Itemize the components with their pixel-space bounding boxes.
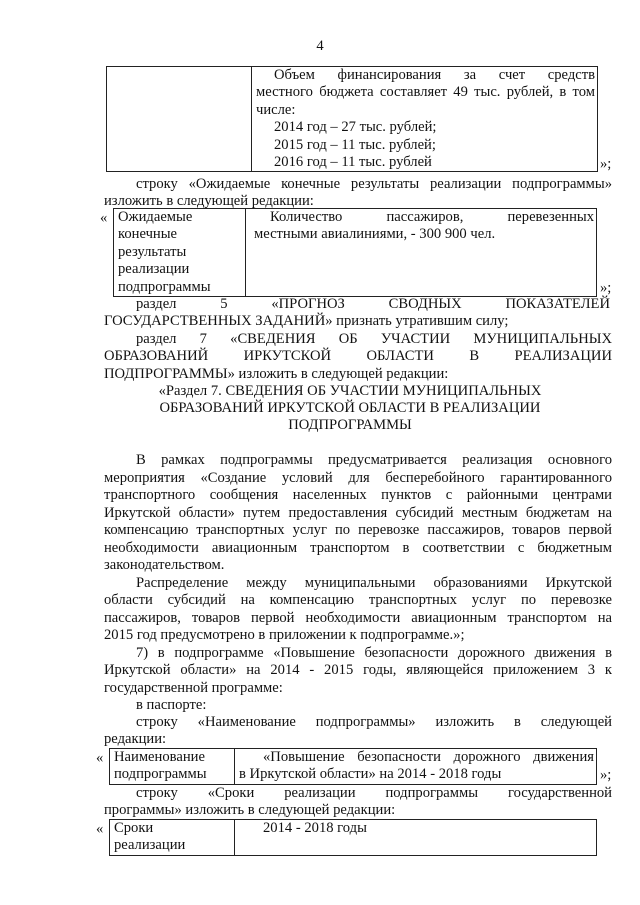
results-table-left-cell: [114, 209, 246, 297]
name-table: [109, 748, 597, 785]
name-table-right-cell: [235, 749, 597, 785]
financing-table-left-cell: [107, 67, 252, 172]
results-table: [113, 208, 597, 297]
text-line: 2015 год предусмотрено в приложении к подпрограмме.»;: [104, 627, 465, 643]
financing-line: Объем финансирования за счет средств: [274, 67, 595, 83]
text-line: Иркутской области» путем предоставления субсидий местным бюджетам на: [104, 505, 612, 521]
paragraph-expected-results: строку «Ожидаемые конечные результаты реализации подпрограммы»: [136, 176, 612, 192]
financing-year-line: 2015 год – 11 тыс. рублей;: [274, 136, 436, 153]
name-table-left-cell: [110, 749, 235, 785]
results-value-line: местными авиалиниями, - 300 900 чел.: [254, 226, 496, 243]
text-line: транспортного сообщения населенных пунктов с районными центрами: [104, 487, 612, 503]
text-line: государственной программе:: [104, 680, 283, 696]
name-open-quote: «: [96, 750, 104, 766]
name-label-line: Наименование: [114, 749, 205, 765]
paragraph-section-7-cont: ОБРАЗОВАНИЙ ИРКУТСКОЙ ОБЛАСТИ В РЕАЛИЗАЦИИ: [104, 348, 612, 364]
paragraph-name-row-cont: редакции:: [104, 731, 167, 747]
terms-value: 2014 - 2018 годы: [263, 820, 367, 836]
text-line: 7) в подпрограмме «Повышение безопасности дорожного движения в: [136, 645, 612, 661]
results-label-line: конечные: [118, 226, 178, 243]
text-line: Распределение между муниципальными образованиями Иркутской: [136, 575, 612, 591]
results-open-quote: «: [100, 210, 108, 226]
section-heading-line: «Раздел 7. СВЕДЕНИЯ ОБ УЧАСТИИ МУНИЦИПАЛЬНЫХ: [158, 383, 542, 399]
text-line: компенсацию транспортных услуг по перевозке пассажиров, товаров первой: [104, 522, 612, 538]
financing-year-line: 2016 год – 11 тыс. рублей: [274, 154, 432, 171]
paragraph-section-7: раздел 7 «СВЕДЕНИЯ ОБ УЧАСТИИ МУНИЦИПАЛЬНЫХ: [136, 331, 612, 347]
name-value-line: в Иркутской области» на 2014 - 2018 годы: [239, 766, 502, 783]
paragraph-section-7-cont: ПОДПРОГРАММЫ» изложить в следующей редакции:: [104, 366, 449, 382]
results-close-quote: »;: [600, 280, 612, 296]
text-line: области субсидий на компенсацию транспортных услуг по перевозке: [104, 592, 612, 608]
paragraph-in-passport: в паспорте:: [136, 697, 207, 713]
name-label-line: подпрограммы: [114, 766, 207, 783]
text-line: В рамках подпрограммы предусматривается реализация основного: [136, 452, 612, 468]
text-line: необходимости авиационным транспортом в соответствии с бюджетным: [104, 540, 612, 556]
paragraph-expected-results-cont: изложить в следующей редакции:: [104, 193, 314, 209]
results-label-line: реализации: [118, 261, 190, 278]
text-line: пассажиров, товаров первой необходимости авиационным транспортом на: [104, 610, 612, 626]
paragraph-section-5: раздел 5 «ПРОГНОЗ СВОДНЫХ ПОКАЗАТЕЛЕЙ: [136, 296, 610, 312]
financing-line: числе:: [256, 101, 296, 118]
paragraph-terms-row-cont: программы» изложить в следующей редакции:: [104, 802, 396, 818]
terms-label-line: Сроки: [114, 820, 154, 836]
name-close-quote: »;: [600, 767, 612, 783]
terms-table-left-cell: [110, 820, 235, 856]
page-number: 4: [316, 38, 324, 54]
section-heading-line: ОБРАЗОВАНИЙ ИРКУТСКОЙ ОБЛАСТИ В РЕАЛИЗАЦИИ: [159, 400, 541, 416]
financing-line: местного бюджета составляет 49 тыс. рублей, в том: [256, 84, 595, 101]
text-line: Иркутской области» на 2014 - 2015 годы, являющейся приложением 3 к: [104, 662, 612, 678]
terms-table-right-cell: [235, 820, 597, 856]
name-value-line: «Повышение безопасности дорожного движения: [263, 749, 594, 765]
text-line: законодательством.: [104, 557, 225, 573]
results-label-line: результаты: [118, 243, 187, 260]
results-table-right-cell: [246, 209, 597, 297]
paragraph-section-5-cont: ГОСУДАРСТВЕННЫХ ЗАДАНИЙ» признать утратившим силу;: [104, 313, 509, 329]
financing-table: [106, 66, 598, 172]
financing-year-line: 2014 год – 27 тыс. рублей;: [274, 119, 437, 136]
financing-close-quote: »;: [600, 156, 612, 172]
results-label-line: подпрограммы: [118, 278, 211, 295]
terms-label-line: реализации: [114, 837, 186, 854]
section-heading-line: ПОДПРОГРАММЫ: [288, 417, 412, 433]
results-label-line: Ожидаемые: [118, 209, 193, 225]
text-line: мероприятия «Создание условий для бесперебойного гарантированного: [104, 470, 612, 486]
terms-open-quote: «: [96, 821, 104, 837]
results-value-line: Количество пассажиров, перевезенных: [270, 209, 594, 225]
paragraph-terms-row: строку «Сроки реализации подпрограммы государственной: [136, 785, 612, 801]
paragraph-name-row: строку «Наименование подпрограммы» изложить в следующей: [136, 714, 612, 730]
financing-table-right-cell: [252, 67, 598, 172]
terms-table: [109, 819, 597, 856]
